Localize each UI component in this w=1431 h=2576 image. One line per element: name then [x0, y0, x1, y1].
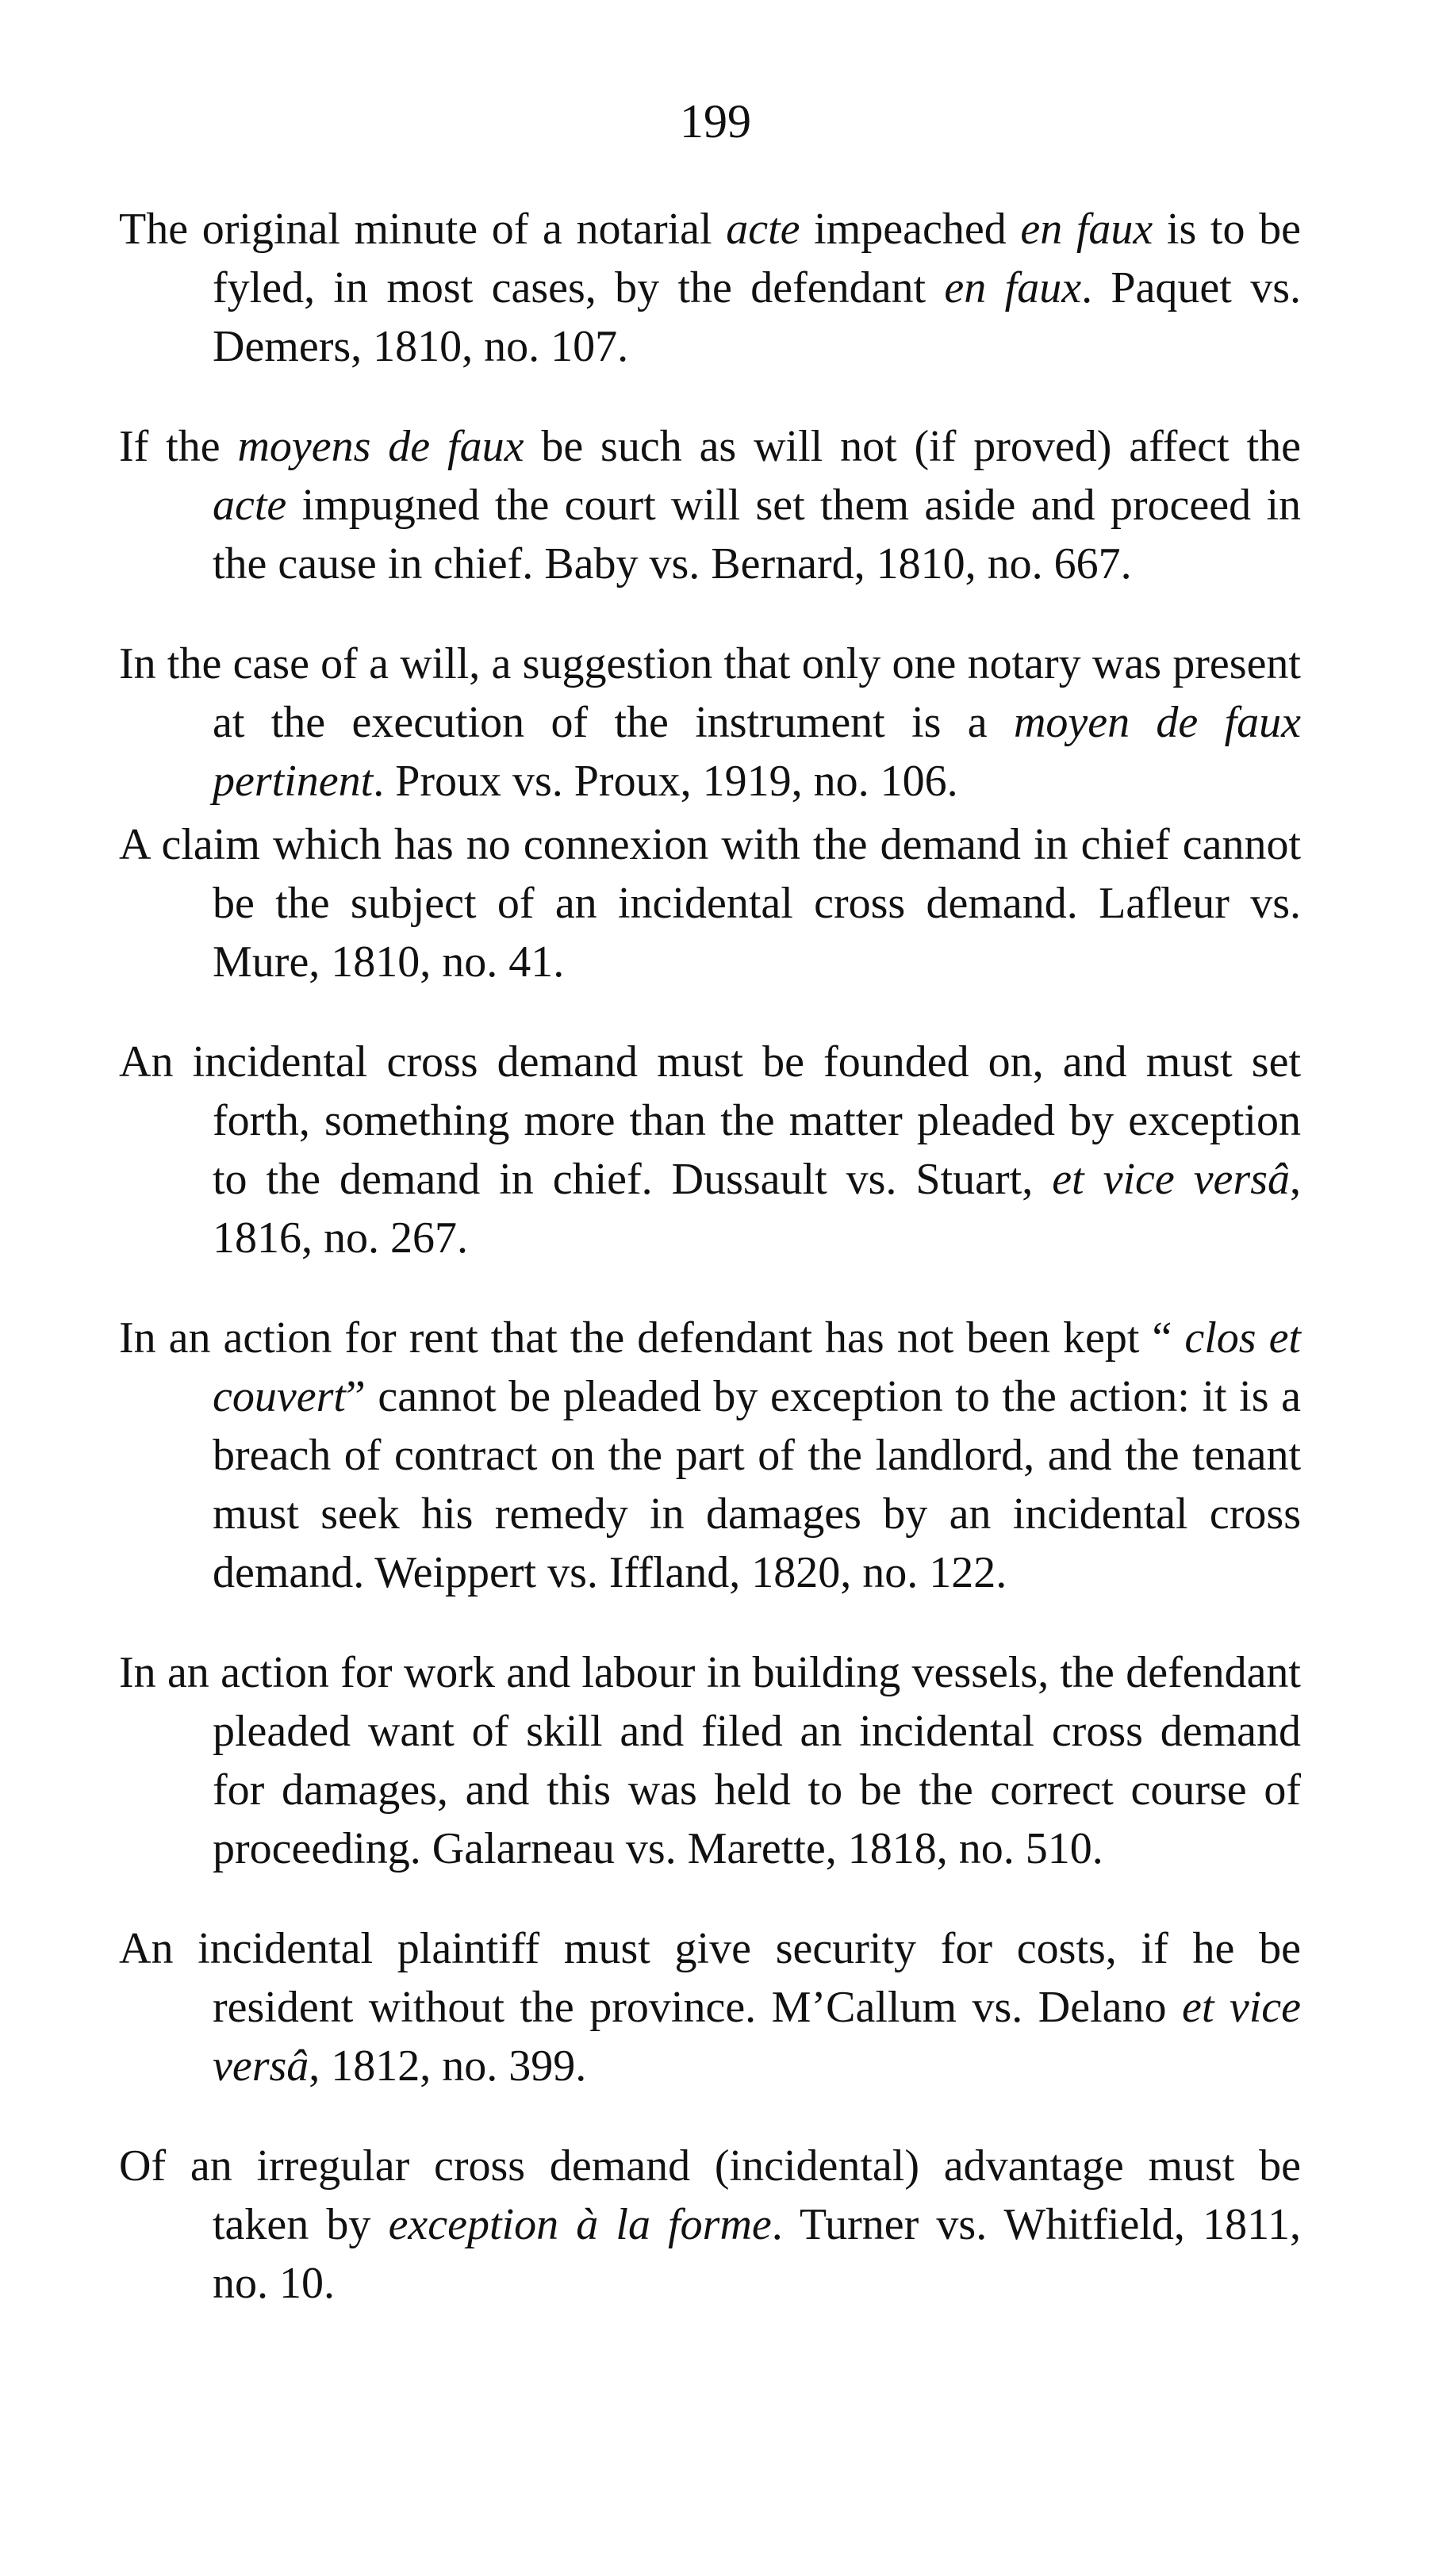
entry-security-for-costs — [119, 1919, 1301, 2095]
entry-text: A claim which has no connexion with the demand in chief cannot be the subject of an incidental cross demand. Lafleur vs. Mure, 1810, no. 41. — [119, 820, 1301, 987]
entry-italic: acte — [213, 481, 287, 530]
entry-citation: . Turner vs. Whitfield, 1811, no. 10. — [213, 2200, 1301, 2308]
entry-claim-no-connexion — [119, 815, 1301, 991]
entry-citation: , 1812, no. 399. — [309, 2041, 587, 2091]
entry-text: The original minute of a notarial — [119, 205, 727, 254]
entry-italic: et vice versâ — [1052, 1155, 1290, 1204]
entry-text: is to be fyled, in most cases, by the defendant — [213, 205, 1301, 312]
entry-text: In an action for work and labour in building vessels, the defendant pleaded want of skill and filed an incidental cross demand for damages, and this was held to be the correct course of proceeding. Galarneau vs. Marette, 1818, no. 510. — [119, 1648, 1301, 1873]
entry-text: In the case of a will, a suggestion that only one notary was present at the execution of the instrument is a — [119, 639, 1301, 747]
entry-moyens-de-faux — [119, 417, 1301, 593]
entry-citation: . Proux vs. Proux, 1919, no. 106. — [373, 757, 958, 806]
entry-italic: exception à la forme — [388, 2200, 772, 2249]
entry-incidental-cross-demand-founded — [119, 1033, 1301, 1267]
entry-italic: et vice versâ — [213, 1983, 1301, 2091]
entry-text: ” cannot be pleaded by exception to the action: it is a breach of contract on the part of the landlord, and the tenant must seek his remedy in damages by an incidental cross demand. Weippert vs. Iffland, 1820, no. 122. — [213, 1372, 1301, 1597]
page-number: 199 — [680, 95, 751, 148]
entry-italic: en faux — [1020, 205, 1153, 254]
entry-text: impeached — [800, 205, 1021, 254]
entry-citation: , 1816, no. 267. — [213, 1155, 1301, 1263]
entry-text: If the — [119, 422, 238, 471]
entry-text: be such as will not (if proved) affect the — [524, 422, 1301, 471]
entry-text: An incidental plaintiff must give security for costs, if he be resident without the province. M’Callum vs. Delano — [119, 1924, 1301, 2032]
entry-italic: moyen de faux pertinent — [213, 698, 1302, 806]
entry-italic: acte — [726, 205, 800, 254]
entry-citation: impugned the court will set them aside and proceed in the cause in chief. Baby vs. Bernard, 1810, no. 667. — [213, 481, 1301, 588]
entry-italic: clos et couvert — [213, 1313, 1301, 1421]
digest-entries — [119, 200, 1301, 2354]
entry-action-for-rent — [119, 1309, 1301, 1602]
entry-text: An incidental cross demand must be founded on, and must set forth, something more than the matter pleaded by exception to the demand in chief. Dussault vs. Stuart, — [119, 1037, 1301, 1204]
entry-italic: en faux — [944, 263, 1082, 312]
entry-irregular-cross-demand — [119, 2137, 1301, 2313]
entry-text: Of an irregular cross demand (incidental) advantage must be taken by — [119, 2141, 1301, 2249]
entry-citation: . Paquet vs. Demers, 1810, no. 107. — [213, 263, 1301, 371]
entry-text: In an action for rent that the defendant has not been kept “ — [119, 1313, 1185, 1363]
entry-italic: moyens de faux — [237, 422, 524, 471]
entry-original-minute-notarial-acte — [119, 200, 1301, 376]
entry-will-one-notary — [119, 634, 1301, 811]
entry-work-and-labour-vessels — [119, 1643, 1301, 1878]
